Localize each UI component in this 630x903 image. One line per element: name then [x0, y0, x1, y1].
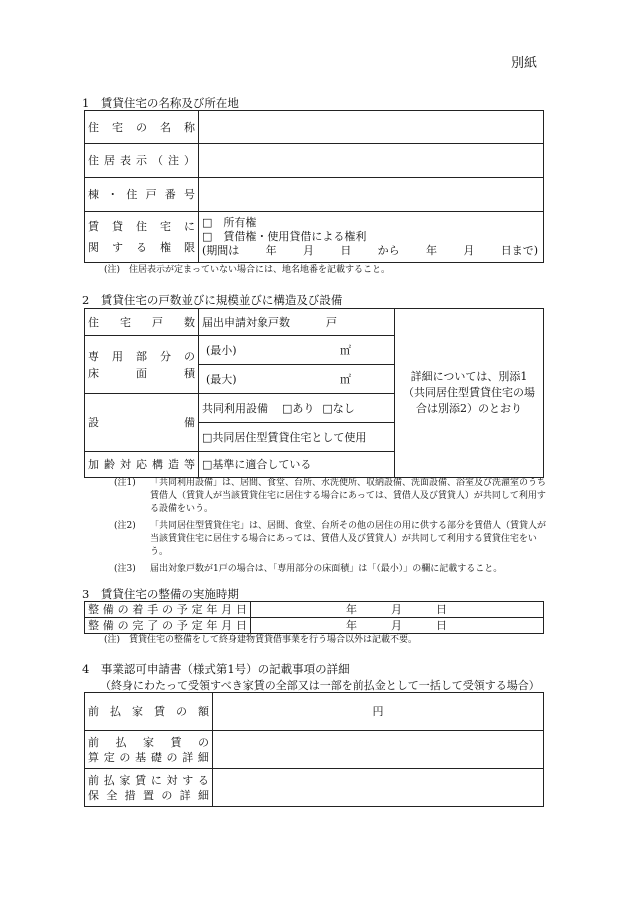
rights-ownership-checkbox[interactable]: □ 所有権 [202, 216, 257, 229]
basis-field[interactable] [213, 731, 544, 769]
basis-label: 前 払 家 賃 の 算 定 の 基 礎 の 詳 細 [85, 731, 213, 769]
section-2-heading: 2 賃貸住宅の戸数並びに規模並びに構造及び設備 [82, 293, 343, 307]
section-1-heading: 1 賃貸住宅の名称及び所在地 [82, 96, 239, 110]
floor-min-field[interactable]: (最小) ㎡ [199, 336, 395, 365]
units-label: 住 宅 戸 数 [85, 309, 199, 336]
details-note: 詳細については、別添1（共同居住型賃貸住宅の場合は別添2）のとおり [403, 370, 535, 415]
floor-area-label: 専 用 部 分 の 床 面 積 [85, 336, 199, 394]
rights-period: (期間は 年 月 日 から 年 月 日まで) [202, 244, 538, 257]
protection-label: 前 払 家 賃 に 対 す る 保 全 措 置 の 詳 細 [85, 769, 213, 807]
section-4-heading: 4 事業認可申請書（様式第1号）の記載事項の詳細 [82, 662, 350, 676]
note-2: (注2) 「共同居住型賃貸住宅」は、居間、食堂、台所その他の居住の用に供する部分を賃借人（賃貸人が当該賃貸住宅に居住する場合にあっては、賃借人及び賃貸人）が共同して利用する賃貸住宅をいう。 [114, 521, 547, 557]
section-4-table [84, 692, 544, 807]
equipment-no-checkbox[interactable]: □なし [322, 401, 355, 415]
section-1-note: (注) 住居表示が定まっていない場合には、地名地番を記載すること。 [104, 265, 391, 275]
aging-checkbox[interactable]: □基準に適合している [199, 452, 395, 478]
section-1-table [84, 110, 544, 263]
attachment-label: 別紙 [511, 56, 538, 71]
equipment-label: 設 備 [85, 394, 199, 452]
aging-label: 加 齢 対 応 構 造 等 [85, 452, 199, 478]
note-3: (注3) 届出対象戸数が1戸の場合は、「専用部分の床面積」は「（最小）」の欄に記載すること。 [114, 564, 503, 574]
details-note-cell [395, 309, 544, 478]
section-2-notes [114, 477, 546, 576]
equipment-yes-checkbox[interactable]: □あり [282, 401, 315, 415]
coliving-checkbox[interactable]: □共同居住型賃貸住宅として使用 [199, 423, 395, 452]
section-4-subheading: （終身にわたって受領すべき家賃の全部又は一部を前払金として一括して受領する場合） [100, 679, 540, 692]
end-date-label: 整 備 の 完 了 の 予 定 年 月 日 [85, 618, 251, 634]
prepaid-field[interactable]: 円 [213, 693, 544, 731]
units-field[interactable]: 届出申請対象戸数 戸 [199, 309, 395, 336]
section-3-note: (注) 賃貸住宅の整備をして終身建物賃貸借事業を行う場合以外は記載不要。 [104, 635, 418, 645]
rights-field [199, 212, 544, 263]
floor-max-field[interactable]: (最大) ㎡ [199, 365, 395, 394]
rights-lease-checkbox[interactable]: □ 賃借権・使用貸借による権利 [202, 230, 367, 243]
prepaid-label: 前 払 家 賃 の 額 [85, 693, 213, 731]
rights-label: 賃 貸 住 宅 に 関 す る 権 限 [85, 212, 199, 263]
name-label [85, 111, 199, 144]
end-date-field[interactable]: 年 月 日 [251, 618, 544, 634]
address-label: 住 居 表 示 （ 注 ） [85, 144, 199, 178]
protection-field[interactable] [213, 769, 544, 807]
name-label-text: 住 宅 の 名 称 [88, 120, 195, 134]
start-date-label: 整 備 の 着 手 の 予 定 年 月 日 [85, 602, 251, 618]
unit-number-field[interactable] [199, 178, 544, 212]
section-3-heading: 3 賃貸住宅の整備の実施時期 [82, 587, 239, 601]
equipment-shared-field: 共同利用設備 □あり □なし [199, 394, 395, 423]
note-1: (注1) 「共同利用設備」は、居間、食堂、台所、水洗便所、収納設備、洗面設備、浴室及び洗濯室のうち賃借人（賃貸人が当該賃貸住宅に居住する場合にあっては、賃借人及び賃貸人）が共同して利用する設備をいう。 [114, 478, 547, 514]
name-field[interactable] [199, 111, 544, 144]
section-2-table [84, 308, 544, 478]
start-date-field[interactable]: 年 月 日 [251, 602, 544, 618]
section-3-table [84, 601, 544, 634]
address-field[interactable] [199, 144, 544, 178]
unit-number-label: 棟 ・ 住 戸 番 号 [85, 178, 199, 212]
